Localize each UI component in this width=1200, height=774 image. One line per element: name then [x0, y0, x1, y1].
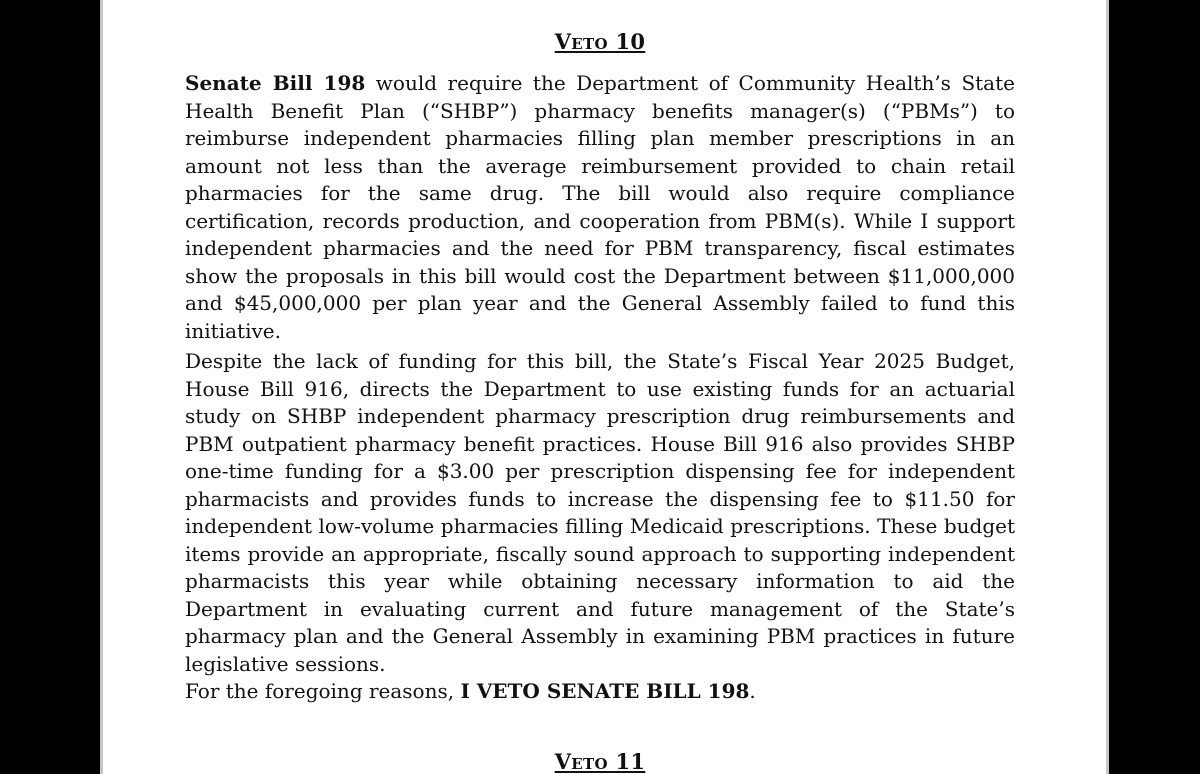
paragraph-veto-statement	[185, 678, 1015, 706]
veto-heading: Veto 10	[554, 29, 646, 54]
bill-name: Senate Bill 198	[185, 71, 366, 95]
veto-heading-next: Veto 11	[554, 749, 646, 774]
paragraph-budget: Despite the lack of funding for this bill, the State’s Fiscal Year 2025 Budget, House Bill 916, directs the Department to use existing funds for an actuarial study on SHBP independent pharmacy prescription drug reimbursements and PBM outpatient pharmacy benefit practices. House Bill 916 also provides SHBP one-time funding for a $3.00 per prescription dispensing fee for independent pharmacists and provides funds to increase the dispensing fee to $11.50 for independent low-volume pharmacies filling Medicaid prescriptions. These budget items provide an appropriate, fiscally sound approach to supporting independent pharmacists this year while obtaining necessary information to aid the Department in evaluating current and future management of the State’s pharmacy plan and the General Assembly in examining PBM practices in future legislative sessions.	[185, 349, 1015, 676]
veto-statement-text: For the foregoing reasons,	[185, 679, 461, 703]
veto-statement-end: .	[749, 679, 756, 703]
paragraph-text: would require the Department of Community Health’s State Health Benefit Plan (“SHBP”) pharmacy benefits manager(s) (“PBMs”) to reimburse independent pharmacies filling plan member prescriptions in an amount not less than the average reimbursement provided to chain retail pharmacies for the same drug. The bill would also require compliance certification, records production, and cooperation from PBM(s). While I support independent pharmacies and the need for PBM transparency, fiscal estimates show the proposals in this bill would cost the Department between $11,000,000 and $45,000,000 per plan year and the General Assembly failed to fund this initiative.	[185, 71, 1015, 343]
paragraph-senate-bill	[185, 70, 1015, 345]
document-page	[100, 0, 1109, 774]
veto-declaration: I VETO SENATE BILL 198	[460, 679, 750, 703]
